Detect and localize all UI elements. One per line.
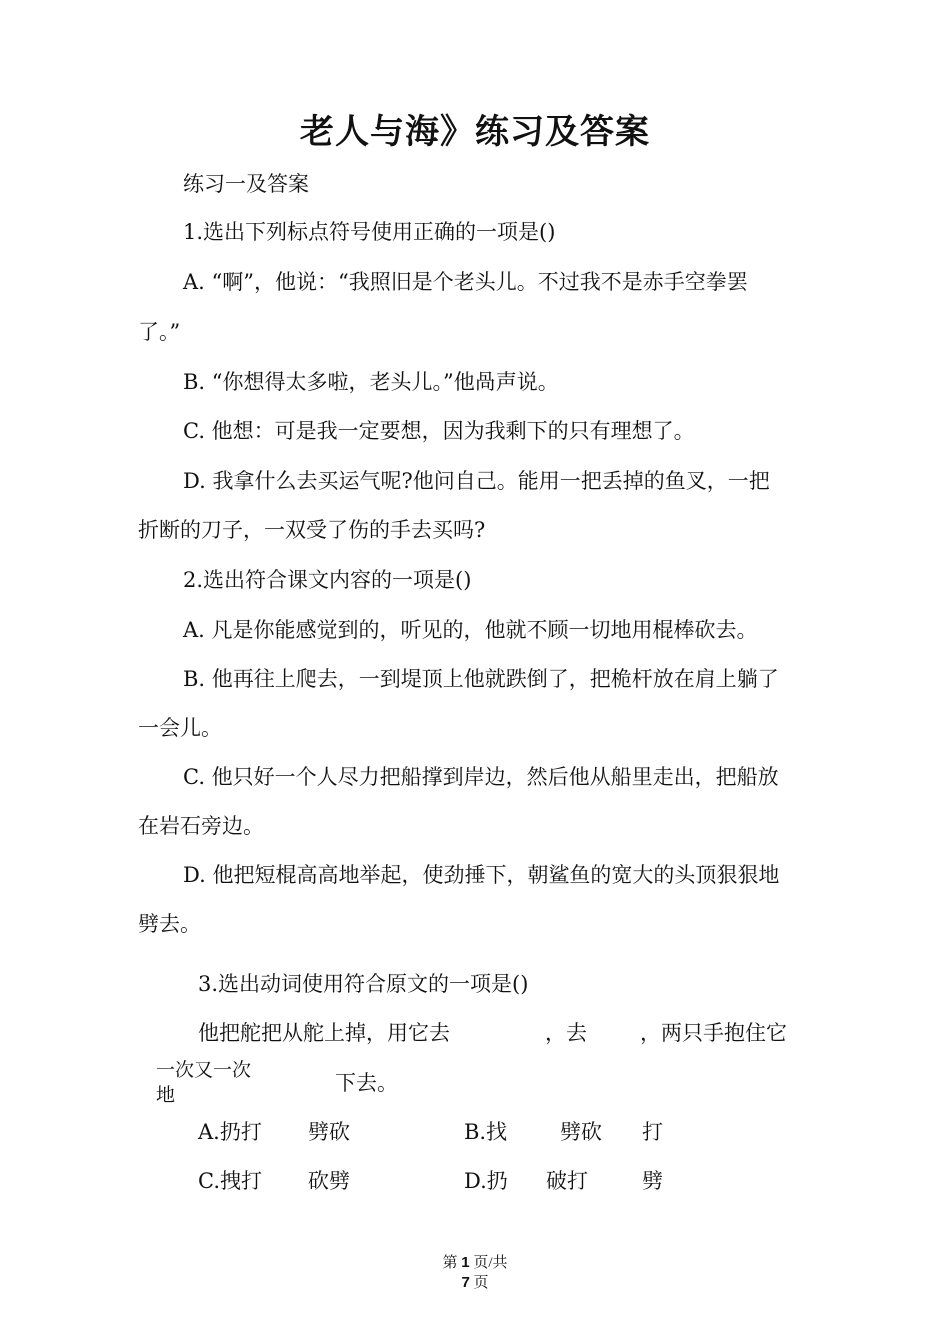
document-title: 老人与海》练习及答案 [300, 112, 650, 152]
page-number-line2 [0, 1273, 950, 1293]
total-page-count: 7 [461, 1274, 470, 1291]
q2-option-b-line1: B. 他再往上爬去，一到堤顶上他就跌倒了，把桅杆放在肩上躺了 [183, 667, 779, 691]
q1-option-a-line2: 了。” [138, 320, 181, 344]
q1-option-d-line1: D. 我拿什么去买运气呢?他问自己。能用一把丢掉的鱼叉，一把 [183, 469, 770, 493]
footer-suffix: 页 [473, 1275, 489, 1291]
q3-option-d-label: D.扔 [464, 1169, 508, 1193]
q3-option-c-label: C.拽打 [198, 1169, 262, 1193]
q3-option-b-word2: 打 [642, 1120, 663, 1144]
page-number-line1 [0, 1253, 950, 1273]
q3-option-a-label: A.扔打 [198, 1120, 262, 1144]
footer-middle: 页/共 [473, 1255, 508, 1271]
q2-option-b-line2: 一会儿。 [138, 716, 222, 740]
q3-stem: 3.选出动词使用符合原文的一项是() [198, 972, 529, 996]
current-page-number: 1 [461, 1254, 470, 1271]
q1-option-b: B. “你想得太多啦，老头儿。”他咼声说。 [183, 370, 559, 394]
q3-option-a-word: 劈砍 [308, 1120, 350, 1144]
q2-stem: 2.选出符合课文内容的一项是() [183, 568, 472, 592]
footer-prefix: 第 [442, 1255, 458, 1271]
section-heading: 练习一及答案 [183, 172, 309, 196]
q3-option-b-label: B.找 [464, 1120, 508, 1144]
q3-sentence-part2: ，去 [545, 1021, 587, 1045]
q2-option-d-line1: D. 他把短棍高高地举起，使劲捶下，朝鲨鱼的宽大的头顶狠狠地 [183, 863, 780, 887]
q3-option-b-word1: 劈砍 [560, 1120, 602, 1144]
q3-option-d-word2: 劈 [642, 1169, 663, 1193]
q2-option-c-line1: C. 他只好一个人尽力把船撑到岸边，然后他从船里走出，把船放 [183, 765, 779, 789]
q1-stem: 1.选出下列标点符号使用正确的一项是() [183, 220, 556, 244]
q3-adverb-line1: 一次又一次 [156, 1059, 252, 1081]
q3-sentence-part1: 他把舵把从舵上掉，用它去 [198, 1021, 450, 1045]
q3-sentence-end: 下去。 [335, 1071, 398, 1095]
page-number-footer [0, 1253, 950, 1293]
q3-option-d-word1: 破打 [546, 1169, 588, 1193]
q3-option-c-word: 砍劈 [308, 1169, 350, 1193]
q2-option-a: A. 凡是你能感觉到的，听见的，他就不顾一切地用棍棒砍去。 [183, 618, 758, 642]
q2-option-d-line2: 劈去。 [138, 912, 201, 936]
q3-adverb-line2: 地 [156, 1084, 176, 1106]
q1-option-d-line2: 折断的刀子，一双受了伤的手去买吗? [138, 518, 486, 542]
q3-sentence-part3: ，两只手抱住它 [640, 1021, 787, 1045]
q1-option-c: C. 他想：可是我一定要想，因为我剩下的只有理想了。 [183, 419, 695, 443]
q1-option-a-line1: A. “啊”，他说：“我照旧是个老头儿。不过我不是赤手空拳罢 [183, 270, 748, 294]
q2-option-c-line2: 在岩石旁边。 [138, 814, 264, 838]
